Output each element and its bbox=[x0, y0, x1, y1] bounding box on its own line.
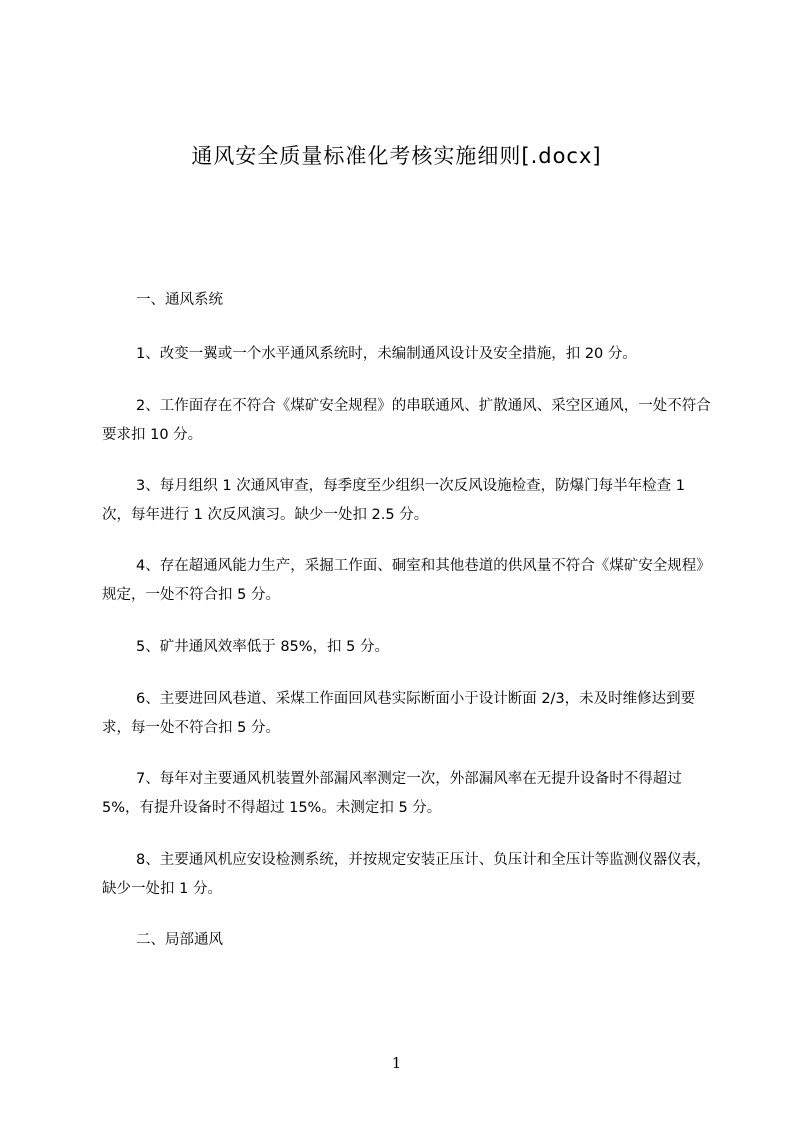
paragraph-8 bbox=[102, 846, 714, 904]
paragraph-text: 8、主要通风机应安设检测系统，并按规定安装正压计、负压计和全压计等监测仪器仪表，缺少一处扣 1 分。 bbox=[102, 852, 711, 897]
paragraph-text: 1、改变一翼或一个水平通风系统时，未编制通风设计及安全措施，扣 20 分。 bbox=[136, 346, 637, 362]
paragraph-5 bbox=[102, 633, 714, 662]
paragraph-text: 7、每年对主要通风机装置外部漏风率测定一次，外部漏风率在无提升设备时不得超过 5%，有提升设备时不得超过 15%。未测定扣 5 分。 bbox=[102, 771, 682, 816]
paragraph-text: 2、工作面存在不符合《煤矿安全规程》的串联通风、扩散通风、采空区通风，一处不符合要求扣 10 分。 bbox=[102, 398, 711, 443]
section-heading-ventilation-system bbox=[102, 286, 714, 315]
document-title: 通风安全质量标准化考核实施细则[.docx] bbox=[191, 144, 602, 168]
section-heading: 一、通风系统 bbox=[136, 292, 223, 308]
page-number: 1 bbox=[391, 1054, 402, 1072]
paragraph-text: 6、主要进回风巷道、采煤工作面回风巷实际断面小于设计断面 2/3，未及时维修达到要求，每一处不符合扣 5 分。 bbox=[102, 691, 696, 736]
section-heading-local-ventilation bbox=[102, 926, 714, 955]
paragraph-6 bbox=[102, 685, 714, 743]
paragraph-2 bbox=[102, 392, 714, 450]
paragraph-1 bbox=[102, 340, 714, 369]
paragraph-3 bbox=[102, 472, 714, 530]
paragraph-text: 5、矿井通风效率低于 85%，扣 5 分。 bbox=[136, 639, 390, 655]
paragraph-text: 3、每月组织 1 次通风审查，每季度至少组织一次反风设施检查，防爆门每半年检查 1 次，每年进行 1 次反风演习。缺少一处扣 2.5 分。 bbox=[102, 478, 686, 523]
paragraph-text: 4、存在超通风能力生产，采掘工作面、硐室和其他巷道的供风量不符合《煤矿安全规程》规定，一处不符合扣 5 分。 bbox=[102, 558, 711, 603]
paragraph-4 bbox=[102, 552, 714, 610]
paragraph-7 bbox=[102, 765, 714, 823]
section-heading: 二、局部通风 bbox=[136, 932, 223, 948]
